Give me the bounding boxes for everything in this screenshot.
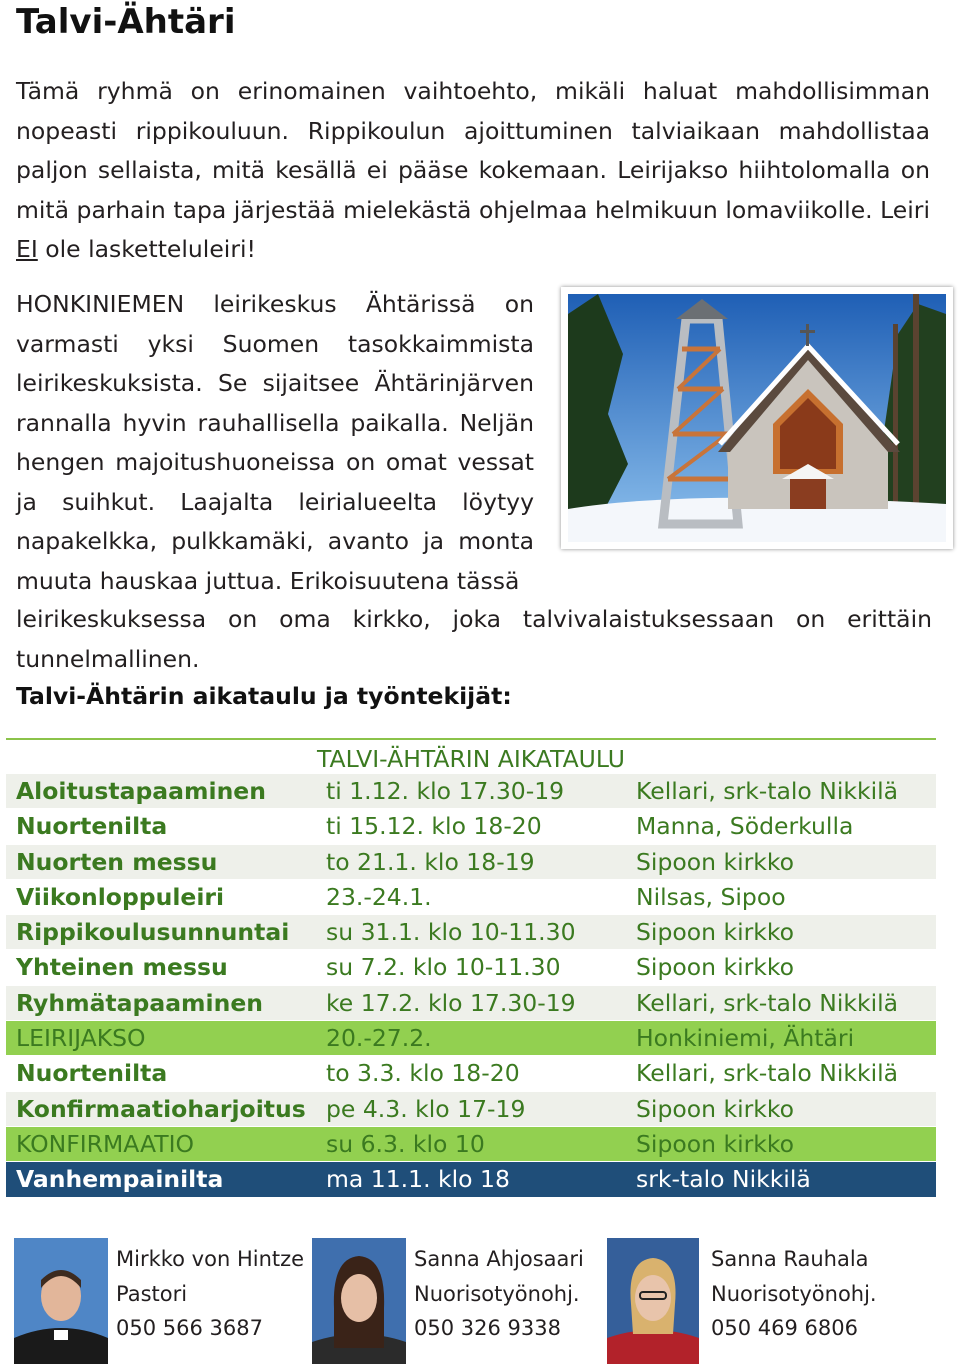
staff-role: Pastori <box>116 1281 188 1306</box>
schedule-row <box>6 986 936 1021</box>
camp-description-continued: leirikeskuksessa on oma kirkko, joka talvivalaistuksessaan on erittäin tunnelmallinen. <box>16 605 932 673</box>
event-place: Sipoon kirkko <box>636 953 795 982</box>
event-time: ke 17.2. klo 17.30-19 <box>326 988 576 1017</box>
event-place: Kellari, srk-talo Nikkilä <box>636 1059 899 1088</box>
event-place: Sipoon kirkko <box>636 918 795 947</box>
staff-phone: 050 326 9338 <box>414 1316 561 1340</box>
intro-text: Tämä ryhmä on erinomainen vaihtoehto, mikäli haluat mahdollisimman nopeasti rippikouluun. Rippikoulun ajoittuminen talviaikaan mahdollistaa paljon sellaista, mitä kesällä ei pääse kokemaan. Leirijakso hiihtolomalla on mitä parhain tapa järjestää mielekästä ohjelmaa helmikuun lomaviikolle. Leiri <box>16 77 930 224</box>
schedule-table <box>6 738 936 1198</box>
staff-photo <box>607 1238 699 1364</box>
event-name: Nuortenilta <box>16 812 168 841</box>
event-place: Sipoon kirkko <box>636 1129 795 1158</box>
staff-info <box>711 1242 877 1346</box>
event-place: Honkiniemi, Ähtäri <box>636 1024 855 1053</box>
staff-photo <box>14 1238 108 1364</box>
event-time: su 6.3. klo 10 <box>326 1129 485 1158</box>
event-time: ti 1.12. klo 17.30-19 <box>326 777 565 805</box>
event-place: Kellari, srk-talo Nikkilä <box>636 777 899 805</box>
event-time: su 31.1. klo 10-11.30 <box>326 918 576 947</box>
staff-name: Sanna Rauhala <box>711 1247 869 1271</box>
church-photo <box>561 287 953 549</box>
event-name: Konfirmaatioharjoitus <box>16 1094 306 1123</box>
staff-name: Sanna Ahjosaari <box>414 1247 584 1271</box>
staff-name: Mirkko von Hintze <box>116 1247 305 1271</box>
schedule-row-camp <box>6 1021 936 1056</box>
event-name: Yhteinen messu <box>16 953 228 982</box>
event-name: KONFIRMAATIO <box>16 1129 195 1158</box>
event-place: Manna, Söderkulla <box>636 812 854 841</box>
schedule-row <box>6 880 936 915</box>
page-title: Talvi-Ähtäri <box>16 2 236 42</box>
schedule-row-parents-night <box>6 1162 936 1197</box>
schedule-row-confirmation <box>6 1127 936 1162</box>
event-time: ma 11.1. klo 18 <box>326 1165 510 1194</box>
church-illustration <box>568 294 946 542</box>
staff-role: Nuorisotyönohj. <box>711 1281 877 1306</box>
event-time: ti 15.12. klo 18-20 <box>326 812 542 841</box>
camp-description: HONKINIEMEN leirikeskus Ähtärissä on varmasti yksi Suomen tasokkaimmista leirikeskuksista. Se sijaitsee Ähtärinjärven rannalla hyvin rauhallisella paikalla. Neljän hengen majoitushuoneissa on omat vessat ja suihkut. Laajalta leirialueelta löytyy napakelkka, pulkkamäki, avanto ja monta muuta hauskaa juttua. Erikoisuutena tässä <box>16 290 534 595</box>
event-time: to 3.3. klo 18-20 <box>326 1059 520 1088</box>
intro-paragraph <box>16 72 930 270</box>
staff-phone: 050 566 3687 <box>116 1316 263 1340</box>
event-name: Nuorten messu <box>16 847 218 876</box>
staff-info <box>116 1242 304 1346</box>
intro-tail: ole lasketteluleiri! <box>45 235 256 263</box>
staff-role: Nuorisotyönohj. <box>414 1281 580 1306</box>
event-time: su 7.2. klo 10-11.30 <box>326 953 561 982</box>
event-place: Kellari, srk-talo Nikkilä <box>636 988 899 1017</box>
event-place: srk-talo Nikkilä <box>636 1165 811 1194</box>
schedule-row <box>6 1092 936 1127</box>
staff-card <box>14 1238 310 1364</box>
schedule-row <box>6 915 936 950</box>
event-name: Viikonloppuleiri <box>16 882 225 911</box>
staff-card <box>312 1238 606 1364</box>
event-name: Vanhempainilta <box>16 1165 224 1194</box>
event-place: Sipoon kirkko <box>636 1094 795 1123</box>
schedule-row <box>6 774 936 809</box>
intro-emphasis: EI <box>16 235 38 263</box>
schedule-row <box>6 1056 936 1091</box>
event-name: LEIRIJAKSO <box>16 1024 146 1053</box>
staff-phone: 050 469 6806 <box>711 1316 858 1340</box>
schedule-caption: TALVI-ÄHTÄRIN AIKATAULU <box>317 745 625 773</box>
event-name: Ryhmätapaaminen <box>16 988 264 1017</box>
schedule-heading: Talvi-Ähtärin aikataulu ja työntekijät: <box>16 682 512 710</box>
event-time: to 21.1. klo 18-19 <box>326 847 535 876</box>
staff-card <box>607 1238 897 1364</box>
schedule-row <box>6 809 936 844</box>
schedule-row <box>6 950 936 985</box>
staff-photo <box>312 1238 406 1364</box>
event-name: Rippikoulusunnuntai <box>16 918 290 947</box>
event-time: 23.-24.1. <box>326 882 432 911</box>
staff-info <box>414 1242 584 1346</box>
event-time: pe 4.3. klo 17-19 <box>326 1094 526 1123</box>
event-time: 20.-27.2. <box>326 1024 432 1053</box>
event-place: Sipoon kirkko <box>636 847 795 876</box>
event-name: Aloitustapaaminen <box>16 777 266 805</box>
event-place: Nilsas, Sipoo <box>636 882 786 911</box>
event-name: Nuortenilta <box>16 1059 168 1088</box>
schedule-row <box>6 845 936 880</box>
